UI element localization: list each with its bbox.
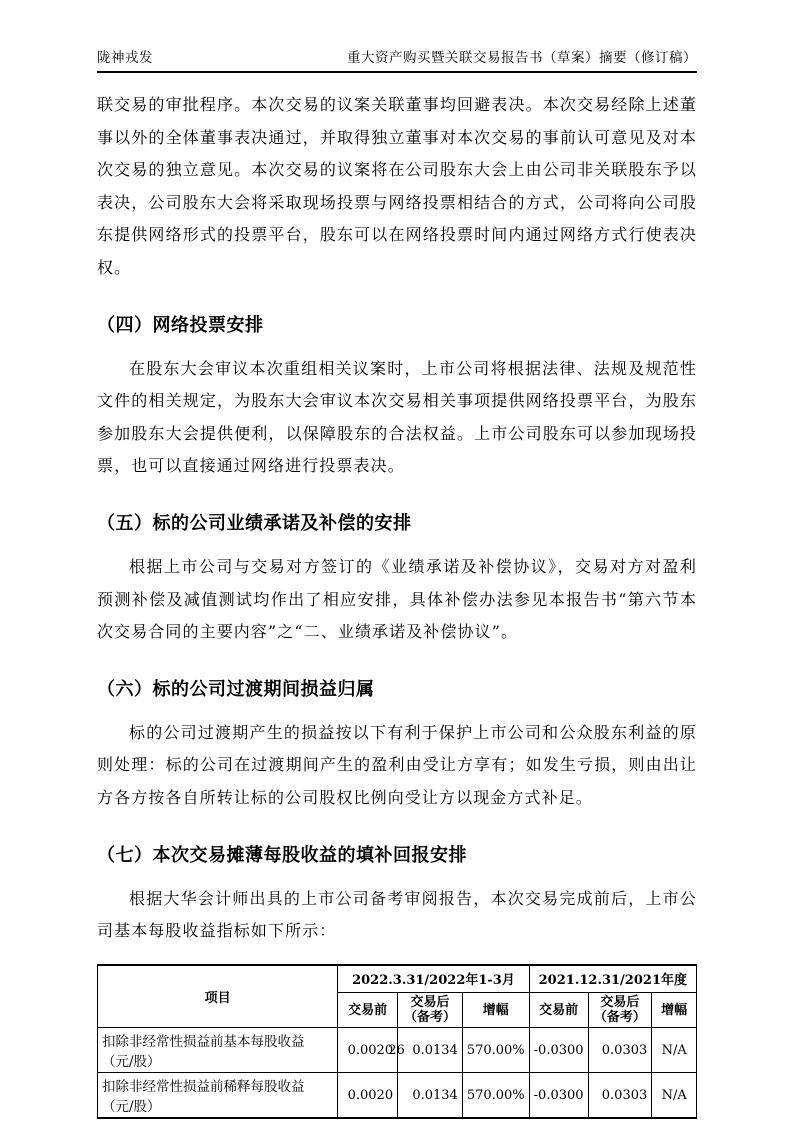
value-change-2022: 570.00%: [462, 1073, 529, 1119]
value-post-2022: 0.0134: [398, 1028, 463, 1073]
section-5-paragraph: 根据上市公司与交易对方签订的《业绩承诺及补偿协议》，交易对方对盈利预测补偿及减值测试均作出了相应安排，具体补偿办法参见本报告书“第六节本次交易合同的主要内容”之“二、业绩承诺及补偿协议”。: [97, 556, 697, 642]
value-change-2021: N/A: [652, 1028, 697, 1073]
value-change-2021: N/A: [652, 1073, 697, 1119]
header-company-name: 陇神戎发: [97, 50, 153, 66]
value-pre-2021: -0.0300: [529, 1028, 588, 1073]
value-post-2021: 0.0303: [588, 1028, 652, 1073]
row-item-label: 扣除非经常性损益前稀释每股收益（元/股）: [98, 1073, 338, 1119]
column-group-2021: 2021.12.31/2021年度: [529, 965, 696, 993]
section-6-paragraph: 标的公司过渡期产生的损益按以下有利于保护上市公司和公众股东利益的原则处理：标的公司在过渡期间产生的盈利由受让方享有；如发生亏损，则由出让方各方按各自所转让标的公司股权比例向受让方以现金方式补足。: [97, 722, 697, 807]
section-7-paragraph: 根据大华会计师出具的上市公司备考审阅报告，本次交易完成前后，上市公司基本每股收益指标如下所示：: [97, 888, 697, 941]
post-label-line1: 交易后: [410, 995, 450, 1011]
section-heading-5: （五）标的公司业绩承诺及补偿的安排: [97, 512, 412, 534]
page-number: 26: [388, 1043, 405, 1058]
eps-comparison-table: [97, 964, 697, 1120]
value-post-2022: 0.0134: [398, 1073, 463, 1119]
column-header-change-2022: 增幅: [462, 993, 529, 1028]
table-row-diluted-eps: [98, 1073, 697, 1119]
value-pre-2022: 0.0020: [338, 1073, 398, 1119]
section-heading-4: （四）网络投票安排: [97, 314, 264, 336]
post-label-line2: （备考）: [403, 1010, 456, 1026]
column-header-post-2022: [398, 993, 463, 1028]
column-header-change-2021: 增幅: [652, 993, 697, 1028]
value-pre-2022: 0.0020: [338, 1028, 398, 1073]
post-label-line2: （备考）: [593, 1010, 646, 1026]
page-header: [97, 46, 697, 73]
value-post-2021: 0.0303: [588, 1073, 652, 1119]
section-heading-6: （六）标的公司过渡期间损益归属: [97, 678, 375, 700]
section-4-paragraph: 在股东大会审议本次重组相关议案时，上市公司将根据法律、法规及规范性文件的相关规定，为股东大会审议本次交易相关事项提供网络投票平台，为股东参加股东大会提供便利，以保障股东的合法权益。上市公司股东可以参加现场投票，也可以直接通过网络进行投票表决。: [97, 358, 697, 476]
section-heading-7: （七）本次交易摊薄每股收益的填补回报安排: [97, 844, 467, 866]
row-item-label: 扣除非经常性损益前基本每股收益（元/股）: [98, 1028, 338, 1073]
table-group-header-row: [98, 965, 697, 993]
header-report-title: 重大资产购买暨关联交易报告书（草案）摘要（修订稿）: [347, 50, 697, 66]
column-group-2022: 2022.3.31/2022年1-3月: [338, 965, 529, 993]
value-pre-2021: -0.0300: [529, 1073, 588, 1119]
intro-paragraph: 联交易的审批程序。本次交易的议案关联董事均回避表决。本次交易经除上述董事以外的全体董事表决通过，并取得独立董事对本次交易的事前认可意见及对本次交易的独立意见。本次交易的议案将在公司股东大会上由公司非关联股东予以表决，公司股东大会将采取现场投票与网络投票相结合的方式，公司将向公司股东提供网络形式的投票平台，股东可以在网络投票时间内通过网络方式行使表决权。: [97, 95, 697, 277]
column-header-item: 项目: [98, 965, 338, 1028]
column-header-pre-2021: 交易前: [529, 993, 588, 1028]
column-header-post-2021: [588, 993, 652, 1028]
value-change-2022: 570.00%: [462, 1028, 529, 1073]
post-label-line1: 交易后: [600, 995, 640, 1011]
column-header-pre-2022: 交易前: [338, 993, 398, 1028]
